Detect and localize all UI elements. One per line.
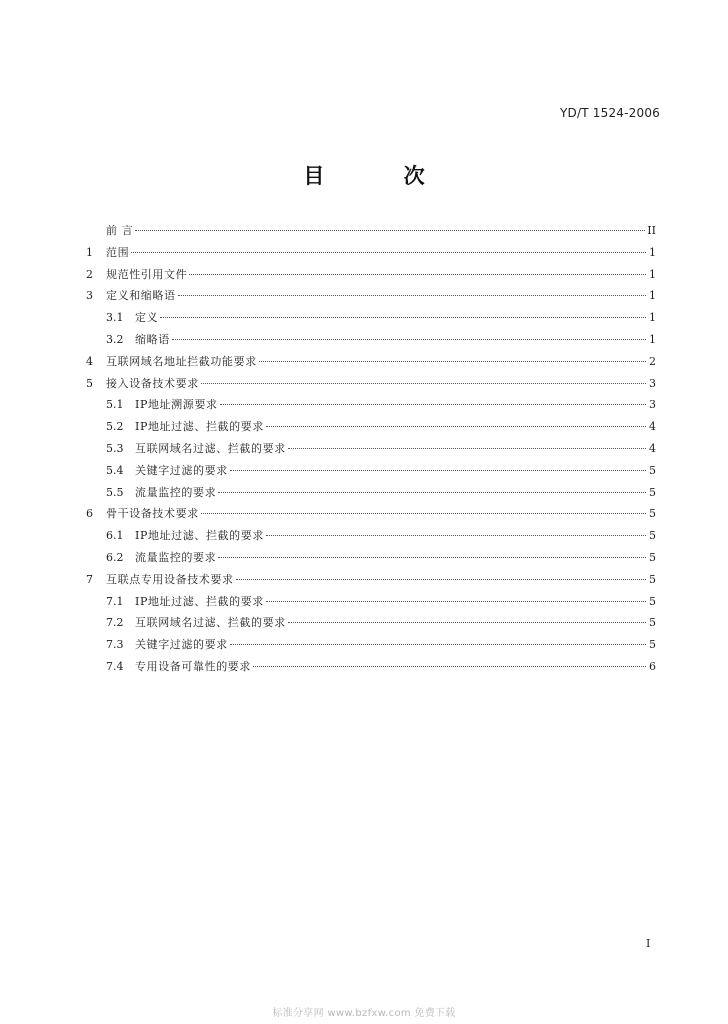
toc-entry-number: 3.1 xyxy=(106,311,124,325)
dot-leader xyxy=(266,426,646,427)
toc-entry-label: 互联网域名过滤、拦截的要求 xyxy=(135,616,286,630)
toc-entry-number: 5.2 xyxy=(106,420,124,434)
toc-entry-label: 定义 xyxy=(135,311,159,325)
toc-entry-number: 6.1 xyxy=(106,529,124,543)
page-number: I xyxy=(646,937,651,950)
toc-entry-number: 2 xyxy=(86,267,93,281)
dot-leader xyxy=(288,622,646,623)
toc-entry-page: 5 xyxy=(649,485,656,499)
toc-entry[interactable] xyxy=(86,573,656,595)
toc-entry[interactable] xyxy=(86,529,656,551)
toc-entry-page: 3 xyxy=(649,376,656,390)
toc-entry[interactable] xyxy=(86,224,656,246)
toc-entry-page: 4 xyxy=(649,441,656,455)
dot-leader xyxy=(220,404,646,405)
toc-entry[interactable] xyxy=(86,638,656,660)
toc-entry-label: 关键字过滤的要求 xyxy=(135,463,228,477)
dot-leader xyxy=(288,448,646,449)
toc-entry[interactable] xyxy=(86,442,656,464)
toc-entry-label: 互联网域名过滤、拦截的要求 xyxy=(135,441,286,455)
toc-entry-page: 3 xyxy=(649,398,656,412)
dot-leader xyxy=(230,644,646,645)
toc-entry-page: 4 xyxy=(649,420,656,434)
toc-entry[interactable] xyxy=(86,355,656,377)
toc-title: 目 次 xyxy=(303,163,461,188)
toc-entry-label: IP地址过滤、拦截的要求 xyxy=(135,594,264,608)
toc-entry[interactable] xyxy=(86,246,656,268)
toc-entry-number: 1 xyxy=(86,245,93,259)
toc-entry-page: 5 xyxy=(649,550,656,564)
toc-entry[interactable] xyxy=(86,420,656,442)
dot-leader xyxy=(218,492,646,493)
toc-entry[interactable] xyxy=(86,398,656,420)
toc-entry-label: 缩略语 xyxy=(135,332,170,346)
toc-entry-page: 1 xyxy=(649,332,656,346)
toc-entry-page: 5 xyxy=(649,572,656,586)
toc-entry-page: 5 xyxy=(649,529,656,543)
toc-entry-number: 5.5 xyxy=(106,485,124,499)
dot-leader xyxy=(266,601,646,602)
dot-leader xyxy=(178,295,646,296)
dot-leader xyxy=(160,317,646,318)
toc-entry-page: II xyxy=(647,224,656,237)
toc-entry-page: 1 xyxy=(649,311,656,325)
toc-entry-number: 3 xyxy=(86,289,93,303)
toc-entry-page: 1 xyxy=(649,245,656,259)
dot-leader xyxy=(218,557,646,558)
toc-entry[interactable] xyxy=(86,660,656,682)
watermark: 标准分享网 www.bzfxw.com 免费下载 xyxy=(272,1008,456,1019)
toc-entry[interactable] xyxy=(86,551,656,573)
dot-leader xyxy=(253,666,646,667)
dot-leader xyxy=(266,535,646,536)
toc-entry-label: IP地址过滤、拦截的要求 xyxy=(135,420,264,434)
toc-entry-label: 范围 xyxy=(106,245,130,259)
toc-entry-number: 7.2 xyxy=(106,616,124,630)
toc-entry-number: 6.2 xyxy=(106,550,124,564)
toc-entry-label: 关键字过滤的要求 xyxy=(135,638,228,652)
dot-leader xyxy=(236,579,646,580)
standard-code: YD/T 1524-2006 xyxy=(560,106,660,120)
toc-entry-number: 7.1 xyxy=(106,594,124,608)
toc-entry-label: 流量监控的要求 xyxy=(135,485,217,499)
toc-entry-label: 接入设备技术要求 xyxy=(106,376,199,390)
toc-entry-number: 5.3 xyxy=(106,441,124,455)
toc-entry[interactable] xyxy=(86,333,656,355)
toc-entry-number: 7 xyxy=(86,572,93,586)
toc-entry-page: 1 xyxy=(649,267,656,281)
toc-entry[interactable] xyxy=(86,616,656,638)
toc-entry-page: 5 xyxy=(649,638,656,652)
toc-entry-label: IP地址过滤、拦截的要求 xyxy=(135,529,264,543)
toc-entry[interactable] xyxy=(86,377,656,399)
toc-entry-page: 5 xyxy=(649,594,656,608)
toc-entry-label: IP地址溯源要求 xyxy=(135,398,218,412)
dot-leader xyxy=(172,339,646,340)
toc-entry-number: 5.1 xyxy=(106,398,124,412)
toc-entry-label: 互联点专用设备技术要求 xyxy=(106,572,234,586)
toc-entry-page: 5 xyxy=(649,463,656,477)
toc-entry-number: 4 xyxy=(86,354,93,368)
dot-leader xyxy=(201,383,646,384)
toc-entry-label: 流量监控的要求 xyxy=(135,550,217,564)
dot-leader xyxy=(259,361,646,362)
dot-leader xyxy=(201,513,646,514)
toc-entry-number: 5 xyxy=(86,376,93,390)
toc-entry-page: 6 xyxy=(649,659,656,673)
toc-entry-label: 规范性引用文件 xyxy=(106,267,188,281)
toc-entry-page: 1 xyxy=(649,289,656,303)
toc-entry-page: 5 xyxy=(649,616,656,630)
toc-entry-label: 前 言 xyxy=(106,224,134,237)
toc-entry-label: 骨干设备技术要求 xyxy=(106,507,199,521)
toc-entry[interactable] xyxy=(86,311,656,333)
toc-entry-page: 5 xyxy=(649,507,656,521)
toc-entry[interactable] xyxy=(86,464,656,486)
dot-leader xyxy=(135,230,645,231)
toc-entry-page: 2 xyxy=(649,354,656,368)
toc-entry[interactable] xyxy=(86,268,656,290)
toc-entry[interactable] xyxy=(86,507,656,529)
dot-leader xyxy=(189,274,646,275)
toc-entry-number: 6 xyxy=(86,507,93,521)
toc-entry-number: 7.3 xyxy=(106,638,124,652)
toc-entry-number: 5.4 xyxy=(106,463,124,477)
toc-entry-number: 3.2 xyxy=(106,332,124,346)
dot-leader xyxy=(230,470,646,471)
dot-leader xyxy=(131,252,646,253)
toc-entry[interactable] xyxy=(86,595,656,617)
toc-entry-number: 7.4 xyxy=(106,659,124,673)
toc-entry-label: 互联网域名地址拦截功能要求 xyxy=(106,354,257,368)
toc-entry-label: 专用设备可靠性的要求 xyxy=(135,659,251,673)
toc-entry[interactable] xyxy=(86,289,656,311)
table-of-contents xyxy=(86,224,656,682)
toc-entry-label: 定义和缩略语 xyxy=(106,289,176,303)
toc-entry[interactable] xyxy=(86,486,656,508)
